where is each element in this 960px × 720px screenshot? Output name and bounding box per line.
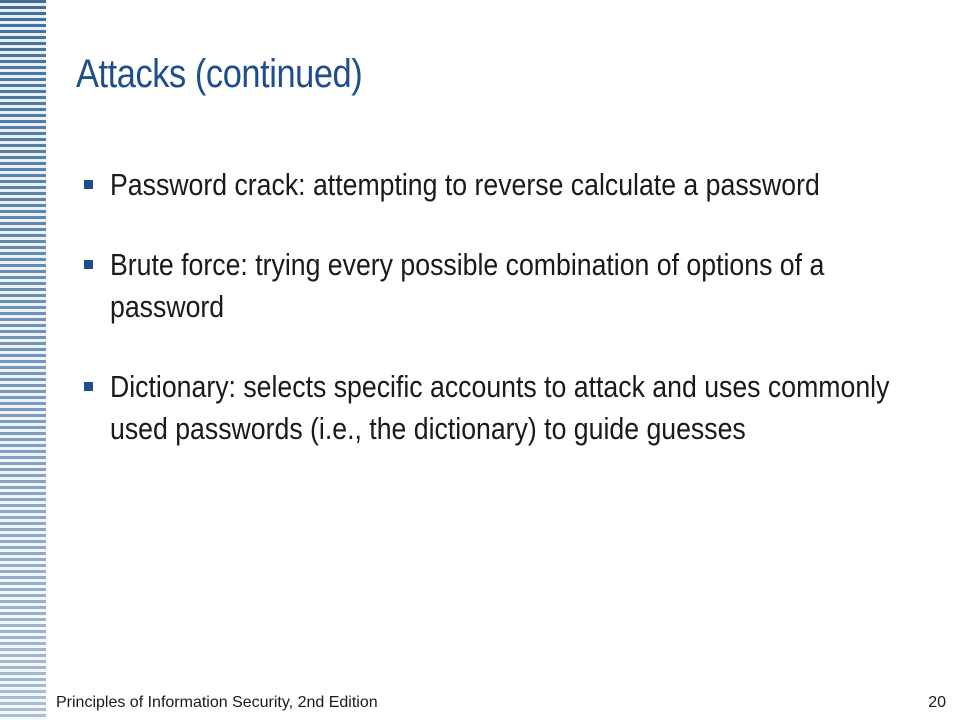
bullet-text: Dictionary: selects specific accounts to attack and uses commonly used passwords (i.e., the dictionary) to guide guesses [110,369,890,446]
bullet-item-password-crack [76,164,916,206]
bullet-item-brute-force [76,244,916,328]
bullet-item-dictionary [76,366,916,450]
decorative-stripe-fade [0,0,46,720]
square-bullet-icon [84,382,93,391]
square-bullet-icon [84,180,93,189]
page-number: 20 [928,694,946,711]
footer-book-title: Principles of Information Security, 2nd Edition [56,694,378,711]
bullet-list [76,164,916,488]
square-bullet-icon [84,260,93,269]
slide-title: Attacks (continued) [76,52,363,96]
bullet-text: Password crack: attempting to reverse calculate a password [110,167,820,202]
bullet-text: Brute force: trying every possible combination of options of a password [110,247,825,324]
